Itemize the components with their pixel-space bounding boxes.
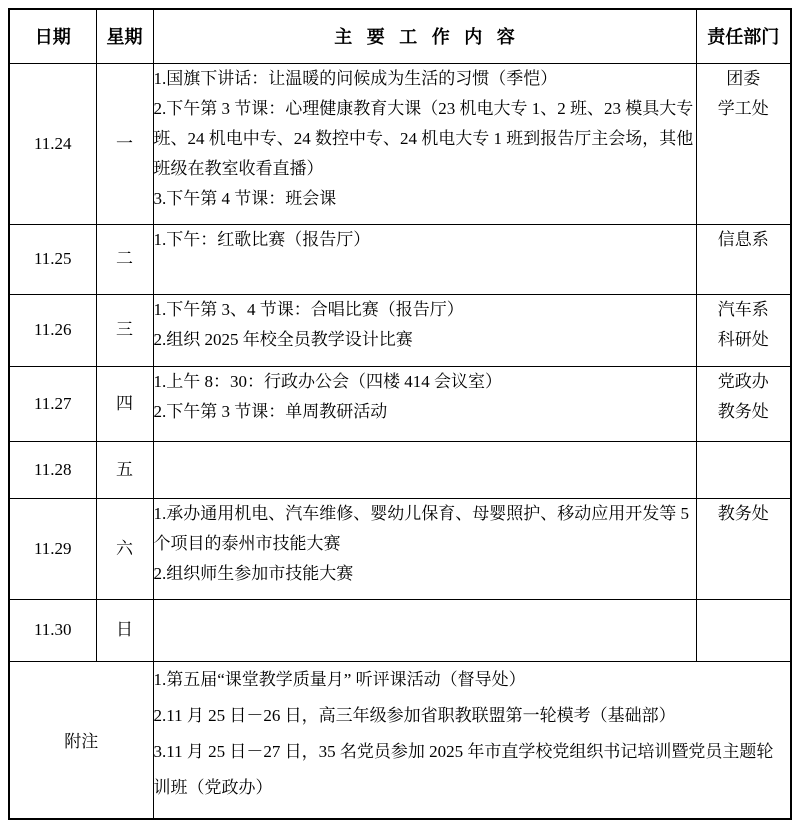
header-date: 日期 — [9, 9, 96, 63]
work-content-item: 2.组织 2025 年校全员教学设计比赛 — [153, 329, 413, 349]
table-row — [9, 441, 791, 498]
department-cell — [696, 441, 791, 498]
department-name: 科研处 — [717, 329, 769, 349]
work-content-cell — [153, 498, 696, 599]
work-content-cell — [153, 366, 696, 441]
work-content-item: 1.承办通用机电、汽车维修、婴幼儿保育、母婴照护、移动应用开发等 5 个项目的泰州市技能大赛 — [153, 503, 689, 553]
department-cell — [696, 224, 791, 294]
work-content-cell — [153, 441, 696, 498]
work-content-item: 3.下午第 4 节课：班会课 — [153, 188, 337, 208]
work-content-item: 1.上午 8：30：行政办公会（四楼 414 会议室） — [153, 371, 502, 391]
department-name: 信息系 — [717, 229, 769, 249]
date-cell: 11.28 — [9, 441, 96, 498]
work-content-item: 1.下午第 3、4 节课：合唱比赛（报告厅） — [153, 299, 464, 319]
weekday-cell: 二 — [96, 224, 153, 294]
department-name: 教务处 — [717, 503, 769, 523]
weekly-schedule-table — [8, 8, 792, 820]
date-cell: 11.30 — [9, 599, 96, 661]
department-name: 学工处 — [717, 98, 769, 118]
department-cell — [696, 498, 791, 599]
weekday-cell: 日 — [96, 599, 153, 661]
weekday-cell: 一 — [96, 63, 153, 224]
table-row — [9, 599, 791, 661]
department-name: 汽车系 — [717, 299, 769, 319]
header-department: 责任部门 — [696, 9, 791, 63]
department-name: 团委 — [726, 68, 761, 88]
note-content-cell — [153, 661, 791, 819]
date-cell: 11.25 — [9, 224, 96, 294]
note-item: 1.第五届“课堂教学质量月” 听评课活动（督导处） — [153, 669, 526, 689]
work-content-item: 2.下午第 3 节课：心理健康教育大课（23 机电大专 1、2 班、23 模具大专班、24 机电中专、24 数控中专、24 机电大专 1 班到报告厅主会场，其他班级在教室收看直播） — [153, 98, 694, 178]
table-row — [9, 294, 791, 366]
work-content-cell — [153, 63, 696, 224]
note-item: 2.11 月 25 日－26 日，高三年级参加省职教联盟第一轮模考（基础部） — [153, 705, 676, 725]
department-name: 教务处 — [717, 401, 769, 421]
date-cell: 11.24 — [9, 63, 96, 224]
work-content-cell — [153, 599, 696, 661]
work-content-item: 2.下午第 3 节课：单周教研活动 — [153, 401, 388, 421]
table-row — [9, 366, 791, 441]
table-row — [9, 224, 791, 294]
weekday-cell: 五 — [96, 441, 153, 498]
work-content-item: 1.国旗下讲话：让温暖的问候成为生活的习惯（季恺） — [153, 68, 558, 88]
table-header-row — [9, 9, 791, 63]
note-label-cell: 附注 — [9, 661, 153, 819]
department-name: 党政办 — [717, 371, 769, 391]
weekday-cell: 四 — [96, 366, 153, 441]
table-row — [9, 63, 791, 224]
work-content-cell — [153, 224, 696, 294]
work-content-cell — [153, 294, 696, 366]
header-weekday: 星期 — [96, 9, 153, 63]
date-cell: 11.27 — [9, 366, 96, 441]
header-main-content: 主 要 工 作 内 容 — [153, 9, 696, 63]
note-row — [9, 661, 791, 819]
weekday-cell: 六 — [96, 498, 153, 599]
note-item: 3.11 月 25 日－27 日，35 名党员参加 2025 年市直学校党组织书记培训暨党员主题轮训班（党政办） — [153, 741, 774, 797]
work-content-item: 2.组织师生参加市技能大赛 — [153, 563, 354, 583]
work-content-item: 1.下午：红歌比赛（报告厅） — [153, 229, 371, 249]
date-cell: 11.29 — [9, 498, 96, 599]
date-cell: 11.26 — [9, 294, 96, 366]
department-cell — [696, 294, 791, 366]
table-row — [9, 498, 791, 599]
department-cell — [696, 599, 791, 661]
department-cell — [696, 366, 791, 441]
weekday-cell: 三 — [96, 294, 153, 366]
department-cell — [696, 63, 791, 224]
